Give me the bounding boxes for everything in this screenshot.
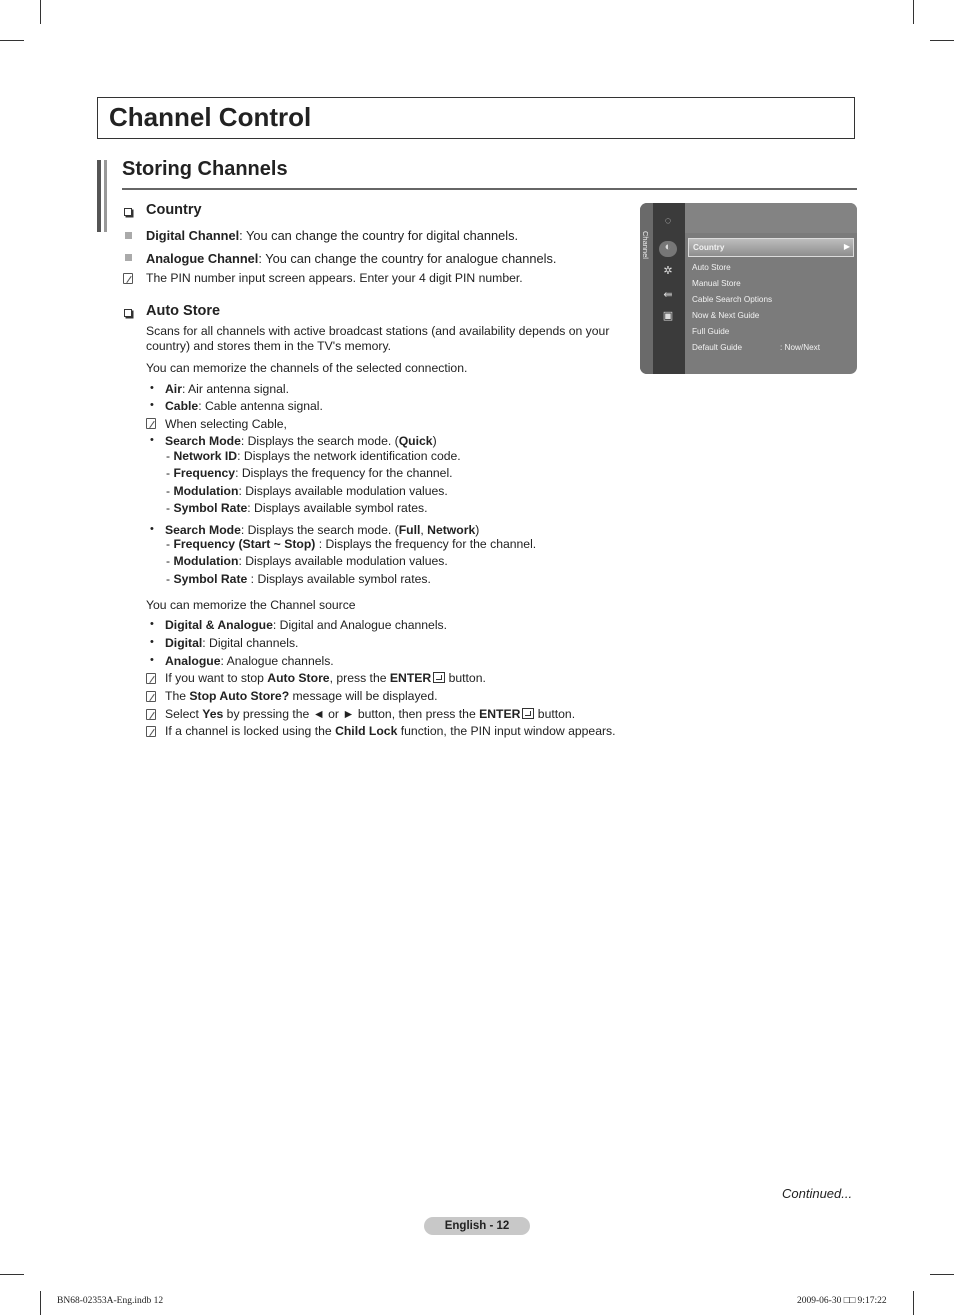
osd-side-label: Channel [641,231,650,259]
bullet-icon: • [150,523,154,535]
stop-message-note: The Stop Auto Store? message will be displayed. [165,689,438,703]
chapter-title-box [97,97,855,139]
osd-item-full-guide[interactable]: Full Guide [692,327,730,336]
note-icon [146,673,156,684]
enter-icon [433,672,445,683]
sub-item-network-id: - Network ID: Displays the network identification code. [166,449,461,463]
note-icon [146,709,156,720]
checkbox-bullet-icon [124,208,132,216]
sub-item-modulation: - Modulation: Displays available modulation values. [166,554,448,568]
auto-store-heading: Auto Store [146,303,221,319]
air-line: Air: Air antenna signal. [165,382,289,396]
osd-item-auto-store[interactable]: Auto Store [692,263,731,272]
enter-icon [522,708,534,719]
section-marker [97,160,111,232]
crop-mark [40,0,41,24]
source-digital-analogue: Digital & Analogue: Digital and Analogue channels. [165,618,448,632]
memorize-connection: You can memorize the channels of the selected connection. [146,361,468,375]
pin-note: The PIN number input screen appears. Enter your 4 digit PIN number. [146,271,523,285]
file-info: BN68-02353A-Eng.indb 12 [57,1296,164,1306]
memorize-source: You can memorize the Channel source [146,598,356,612]
crop-mark [930,1274,954,1275]
source-digital: Digital: Digital channels. [165,636,299,650]
bullet-icon: • [150,382,154,394]
sub-item-frequency-range: - Frequency (Start ~ Stop) : Displays the frequency for the channel. [166,537,537,551]
crop-mark [0,40,24,41]
when-cable-note: When selecting Cable, [165,417,287,431]
channel-icon[interactable]: ◐ [659,241,677,257]
section-header [122,156,857,190]
osd-item-default-guide[interactable]: Default Guide [692,343,743,352]
picture-icon[interactable]: ◌ [664,215,672,227]
input-icon[interactable]: ⇚ [663,289,673,301]
auto-store-desc-1: Scans for all channels with active broadcast stations (and availability depends on your [146,324,610,338]
note-icon [146,691,156,702]
stop-note: If you want to stop Auto Store, press the ENTER button. [165,671,486,685]
osd-channel-menu [640,203,857,374]
cable-line: Cable: Cable antenna signal. [165,399,323,413]
osd-default-guide-value: : Now/Next [780,343,821,352]
square-bullet-icon [125,232,132,239]
analogue-channel-line: Analogue Channel: You can change the country for analogue channels. [146,251,557,266]
auto-store-desc-2: country) and stores them in the TV's memory. [146,339,392,353]
crop-mark [40,1291,41,1315]
setup-icon[interactable]: ✲ [663,265,673,277]
arrow-right-icon: ▶ [843,242,850,251]
application-icon[interactable]: ▣ [662,310,674,322]
select-yes-note: Select Yes by pressing the ◄ or ► button, then press the ENTER button. [165,707,576,721]
crop-mark [0,1274,24,1275]
sub-item-modulation: - Modulation: Displays available modulation values. [166,484,448,498]
bullet-icon: • [150,399,154,411]
crop-mark [913,1291,914,1315]
checkbox-bullet-icon [124,309,132,317]
osd-icon-column [653,203,685,374]
continued-label: Continued... [782,1186,853,1201]
search-mode-quick: Search Mode: Displays the search mode. (Quick) [165,434,437,448]
osd-item-country[interactable]: Country ▶ [688,238,854,257]
child-lock-note: If a channel is locked using the Child Lock function, the PIN input window appears. [165,724,616,738]
osd-item-cable-search-options[interactable]: Cable Search Options [692,295,773,304]
chapter-title: Channel Control [109,102,312,132]
bullet-icon: • [150,434,154,446]
note-icon [146,418,156,429]
section-title: Storing Channels [122,158,288,180]
osd-item-manual-store[interactable]: Manual Store [692,279,741,288]
note-icon [146,726,156,737]
bullet-icon: • [150,636,154,648]
sub-item-symbol-rate: - Symbol Rate: Displays available symbol rates. [166,501,428,515]
search-mode-full-network: Search Mode: Displays the search mode. (Full, Network) [165,523,480,537]
square-bullet-icon [125,254,132,261]
note-icon [123,273,133,284]
bullet-icon: • [150,618,154,630]
sub-item-frequency: - Frequency: Displays the frequency for the channel. [166,466,453,480]
crop-mark [913,0,914,24]
crop-mark [930,40,954,41]
source-analogue: Analogue: Analogue channels. [165,654,334,668]
country-heading: Country [146,202,202,218]
sub-item-symbol-rate: - Symbol Rate : Displays available symbol rates. [166,572,431,586]
osd-item-now-next-guide[interactable]: Now & Next Guide [692,311,760,320]
digital-channel-line: Digital Channel: You can change the country for digital channels. [146,228,519,243]
bullet-icon: • [150,654,154,666]
print-date: 2009-06-30 □□ 9:17:22 [797,1296,887,1306]
page-number-badge: English - 12 [424,1217,530,1235]
